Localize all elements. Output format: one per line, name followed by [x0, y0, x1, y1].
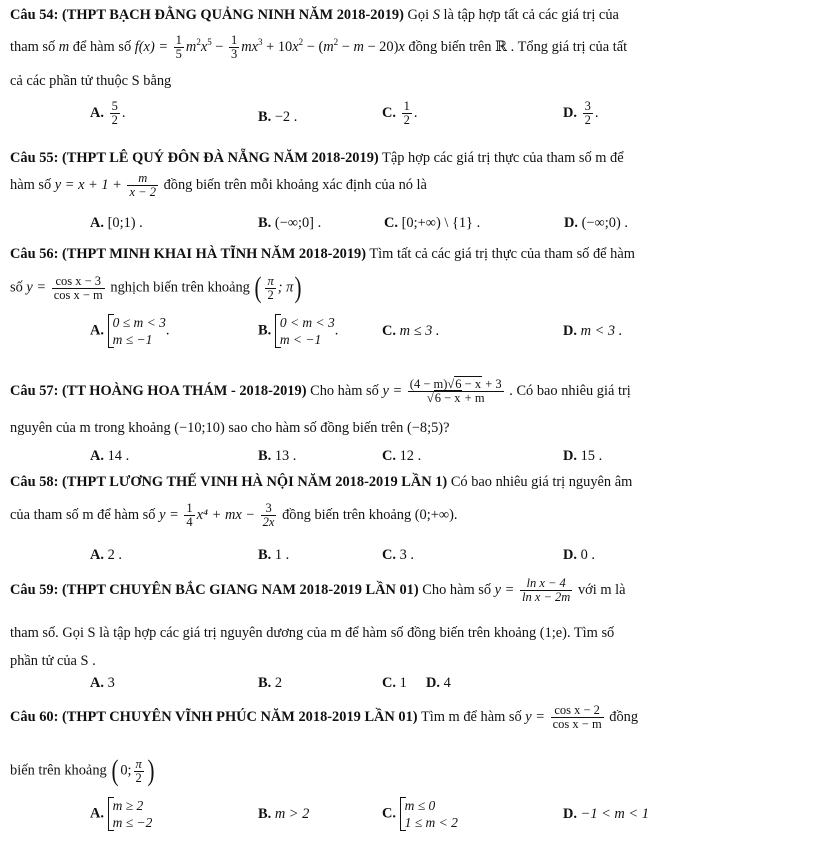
q59-option-a[interactable]: A. 3 — [90, 675, 115, 691]
q56-option-b[interactable]: B. 0 < m < 3 m < −1 . — [258, 315, 339, 347]
q58-option-d[interactable]: D. 0 . — [563, 547, 595, 563]
q55-line1: Câu 55: (THPT LÊ QUÝ ĐÔN ĐÀ NẴNG NĂM 2018-2019) Tập hợp các giá trị thực của tham số m để — [10, 150, 624, 166]
q60-option-a[interactable]: A. m ≥ 2 m ≤ −2 — [90, 798, 153, 830]
q54-option-a[interactable]: A. $\frac{5}{2}$ . — [90, 99, 126, 127]
q55-option-a[interactable]: A. [0;1) . — [90, 215, 143, 231]
q56-option-c[interactable]: C. m ≤ 3 . — [382, 323, 440, 339]
q57-fraction: $\frac{(4 - m)√6 - x + 3}{√6 - x + m}$ — [409, 377, 502, 405]
q55-option-d[interactable]: D. (−∞;0) . — [564, 215, 628, 231]
q55-heading: Câu 55: (THPT LÊ QUÝ ĐÔN ĐÀ NẴNG NĂM 2018-2019) — [10, 150, 379, 166]
q59-option-d[interactable]: D. 4 — [426, 675, 451, 691]
q58-option-b[interactable]: B. 1 . — [258, 547, 290, 563]
q57-option-b[interactable]: B. 13 . — [258, 448, 297, 464]
q60-line1: Câu 60: (THPT CHUYÊN VĨNH PHÚC NĂM 2018-2019 LẦN 01) Tìm m để hàm số y = $\frac{\text{cos x − 2}}{\text{cos x − m}}$ đồng — [10, 703, 639, 731]
q60-heading: Câu 60: (THPT CHUYÊN VĨNH PHÚC NĂM 2018-2019 LẦN 01) — [10, 708, 418, 725]
q59-line1: Câu 59: (THPT CHUYÊN BẮC GIANG NAM 2018-2019 LẦN 01) Cho hàm số y = $\frac{\text{ln x − 4}}{\text{ln x − 2m}}$ với m là — [10, 576, 626, 604]
q59-line2: tham số. Gọi S là tập hợp các giá trị nguyên dương của m để hàm số đồng biến trên khoảng (1;e). Tìm số — [10, 625, 615, 641]
q58-option-c[interactable]: C. 3 . — [382, 547, 414, 563]
q56-heading: Câu 56: (THPT MINH KHAI HÀ TĨNH NĂM 2018-2019) — [10, 246, 367, 262]
q54-frac-1-5: $\frac{1}{5}$ — [175, 32, 182, 61]
q59-option-c[interactable]: C. 1 — [382, 675, 407, 691]
q56-line2: số y = $\frac{\text{cos x − 3}}{\text{cos x − m}}$ nghịch biến trên khoảng ( $\frac{\pi}{2}$ ; π) — [10, 271, 302, 304]
q58-line1: Câu 58: (THPT LƯƠNG THẾ VINH HÀ NỘI NĂM 2018-2019 LẦN 1) Có bao nhiêu giá trị nguyên âm — [10, 474, 633, 490]
q54-option-d[interactable]: D. $\frac{3}{2}$ . — [563, 99, 599, 127]
q57-option-a[interactable]: A. 14 . — [90, 448, 130, 464]
q57-option-d[interactable]: D. 15 . — [563, 448, 603, 464]
q54-option-c[interactable]: C. $\frac{1}{2}$ . — [382, 99, 418, 127]
q58-option-a[interactable]: A. 2 . — [90, 547, 122, 563]
q54-frac-1-3: $\frac{1}{3}$ — [231, 32, 238, 61]
q55-option-c[interactable]: C. [0;+∞) \ {1} . — [384, 215, 481, 231]
q55-option-b[interactable]: B. (−∞;0] . — [258, 215, 322, 231]
q54-line1: Câu 54: (THPT BẠCH ĐẰNG QUẢNG NINH NĂM 2018-2019) Gọi S là tập hợp tất cả các giá trị của — [10, 7, 619, 23]
q57-line1: Câu 57: (TT HOÀNG HOA THÁM - 2018-2019) Cho hàm số y = $\frac{(4 - m)√6 - x + 3}{√6 - x + m}$ . Có bao nhiêu giá trị — [10, 377, 631, 405]
q58-line2: của tham số m để hàm số y = $\frac{1}{4}$ x⁴ + mx − $\frac{3}{2x}$ đồng biến trên khoảng (0;+∞). — [10, 501, 458, 529]
q59-option-b[interactable]: B. 2 — [258, 675, 283, 691]
q54-heading: Câu 54: (THPT BẠCH ĐẰNG QUẢNG NINH NĂM 2018-2019) — [10, 7, 404, 23]
q54-option-b[interactable]: B. −2 . — [258, 109, 298, 125]
q56-line1: Câu 56: (THPT MINH KHAI HÀ TĨNH NĂM 2018-2019) Tìm tất cả các giá trị thực của tham số để hàm — [10, 246, 635, 262]
q57-option-c[interactable]: C. 12 . — [382, 448, 422, 464]
q60-line2: biến trên khoảng ( 0; $\frac{\pi}{2}$ ) — [10, 754, 155, 787]
q56-option-d[interactable]: D. m < 3 . — [563, 323, 623, 339]
q60-option-d[interactable]: D. −1 < m < 1 — [563, 806, 649, 822]
q59-heading: Câu 59: (THPT CHUYÊN BẮC GIANG NAM 2018-2019 LẦN 01) — [10, 581, 419, 598]
q55-line2: hàm số y = x + 1 + $\frac{m}{x - 2}$ đồng biến trên mỗi khoảng xác định của nó là — [10, 171, 427, 199]
q57-line2: nguyên của m trong khoảng (−10;10) sao cho hàm số đồng biến trên (−8;5)? — [10, 420, 450, 436]
q54-line2: tham số m để hàm số f(x) = $\frac{1}{5}$ $m^2x^5$ − $\frac{1}{3}$ $mx^3 + 10x^2 - (m^2 - m - 20)x$ đồng biến trên ℝ . Tổng giá trị của tất — [10, 32, 628, 61]
q59-line3: phần tử của S . — [10, 653, 96, 669]
q60-option-c[interactable]: C. m ≤ 0 1 ≤ m < 2 — [382, 798, 458, 830]
q58-heading: Câu 58: (THPT LƯƠNG THẾ VINH HÀ NỘI NĂM 2018-2019 LẦN 1) — [10, 474, 448, 490]
q57-heading: Câu 57: (TT HOÀNG HOA THÁM - 2018-2019) — [10, 382, 307, 399]
q54-line3: cả các phần tử thuộc S bằng — [10, 73, 172, 89]
q56-option-a[interactable]: A. 0 ≤ m < 3 m ≤ −1 . — [90, 315, 170, 347]
q60-option-b[interactable]: B. m > 2 — [258, 806, 310, 822]
